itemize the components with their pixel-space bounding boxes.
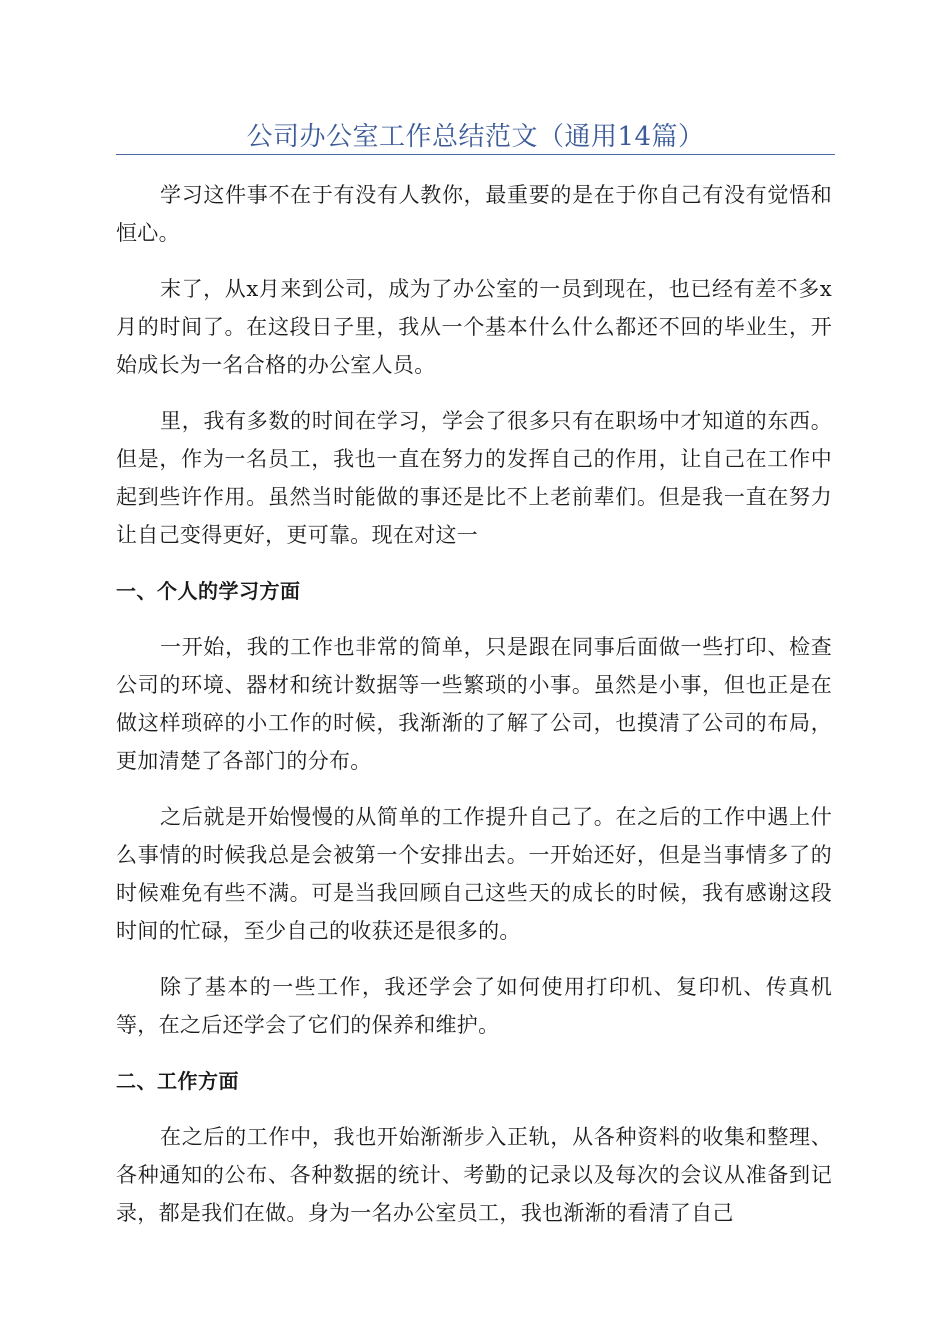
paragraph: 除了基本的一些工作，我还学会了如何使用打印机、复印机、传真机等，在之后还学会了它们的保养和维护。: [116, 975, 832, 1037]
section-heading: 二、工作方面: [116, 1069, 239, 1093]
document-body: [116, 176, 832, 1250]
paragraph: 在之后的工作中，我也开始渐渐步入正轨，从各种资料的收集和整理、各种通知的公布、各种数据的统计、考勤的记录以及每次的会议从准备到记录，都是我们在做。身为一名办公室员工，我也渐渐的看清了自己: [116, 1125, 832, 1225]
section-heading: 一、个人的学习方面: [116, 579, 301, 603]
paragraph: 之后就是开始慢慢的从简单的工作提升自己了。在之后的工作中遇上什么事情的时候我总是会被第一个安排出去。一开始还好，但是当事情多了的时候难免有些不满。可是当我回顾自己这些天的成长的时候，我有感谢这段时间的忙碌，至少自己的收获还是很多的。: [116, 805, 832, 943]
title-block: [116, 112, 835, 155]
paragraph: 末了，从x月来到公司，成为了办公室的一员到现在，也已经有差不多x月的时间了。在这段日子里，我从一个基本什么什么都还不回的毕业生，开始成长为一名合格的办公室人员。: [116, 277, 832, 377]
document-title: 公司办公室工作总结范文（通用14篇）: [246, 122, 705, 152]
paragraph: 里，我有多数的时间在学习，学会了很多只有在职场中才知道的东西。但是，作为一名员工，我也一直在努力的发挥自己的作用，让自己在工作中起到些许作用。虽然当时能做的事还是比不上老前辈们。但是我一直在努力让自己变得更好，更可靠。现在对这一: [116, 409, 832, 547]
paragraph: 学习这件事不在于有没有人教你，最重要的是在于你自己有没有觉悟和恒心。: [116, 183, 832, 245]
paragraph: 一开始，我的工作也非常的简单，只是跟在同事后面做一些打印、检查公司的环境、器材和统计数据等一些繁琐的小事。虽然是小事，但也正是在做这样琐碎的小工作的时候，我渐渐的了解了公司，也摸清了公司的布局，更加清楚了各部门的分布。: [116, 635, 832, 773]
